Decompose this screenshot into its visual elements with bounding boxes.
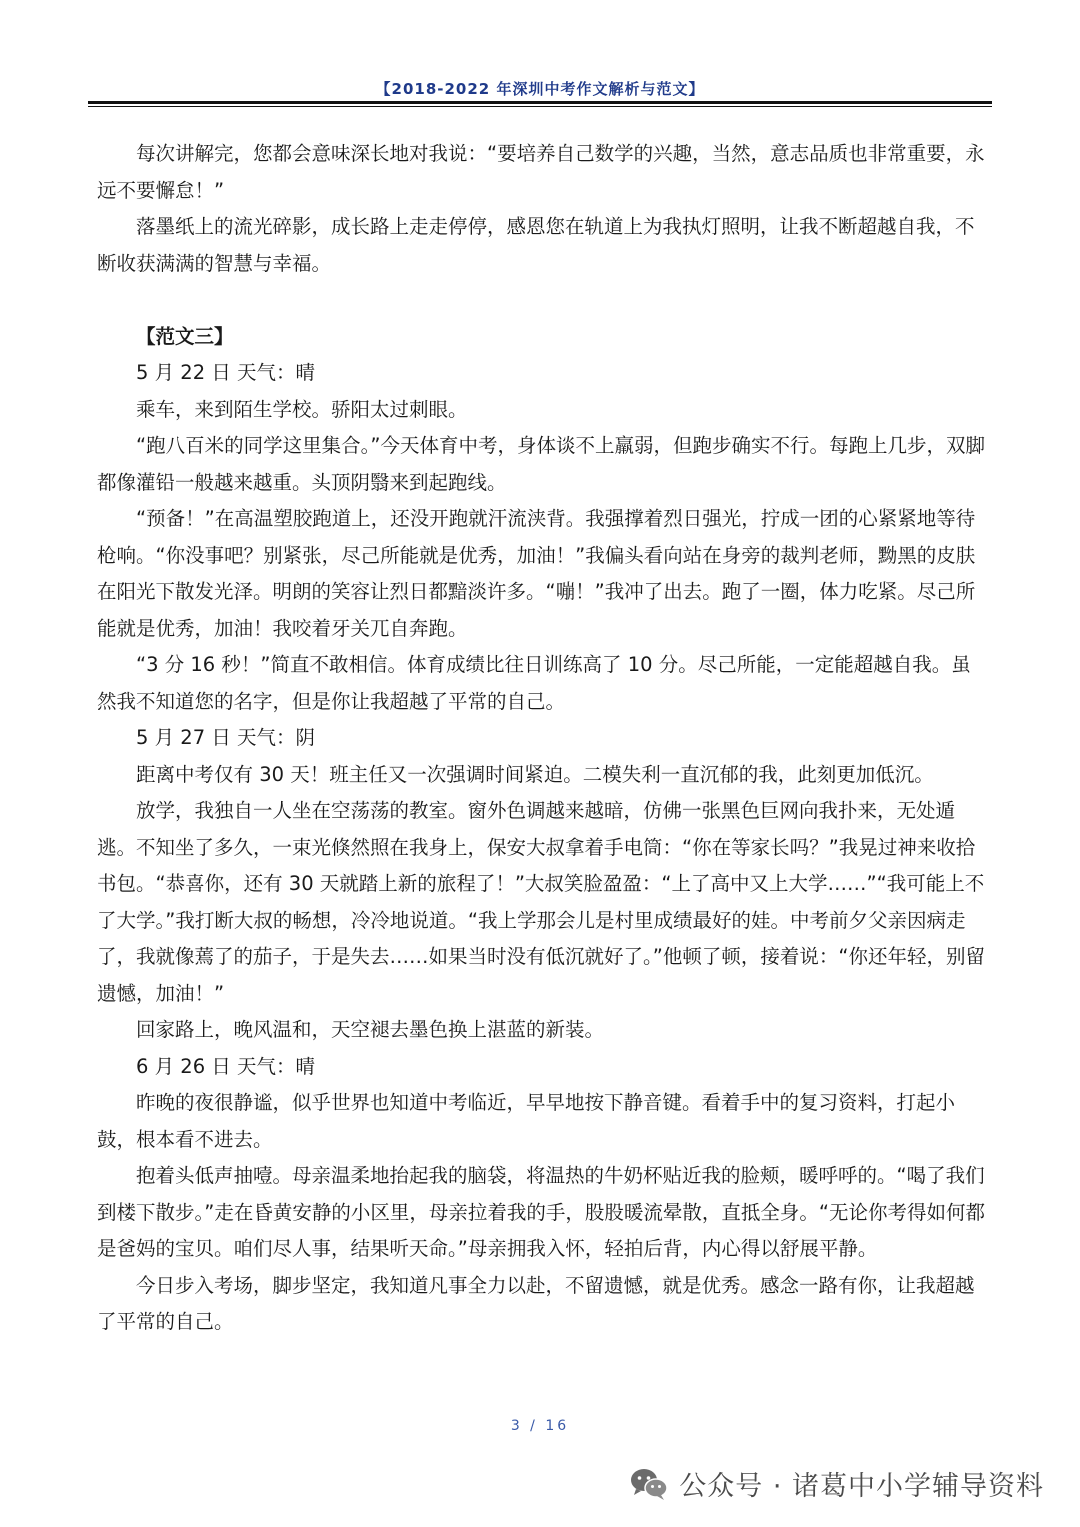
paragraph: 今日步入考场，脚步坚定，我知道凡事全力以赴，不留遗憾，就是优秀。感念一路有你，让我超越了平常的自己。 — [97, 1273, 975, 1333]
diary-date: 5 月 22 日 天气：晴 — [136, 361, 316, 384]
paragraph: “3 分 16 秒！”简直不敢相信。体育成绩比往日训练高了 10 分。尽己所能，一定能超越自我。虽然我不知道您的名字，但是你让我超越了平常的自己。 — [97, 653, 971, 713]
section-title: 【范文三】 — [136, 324, 234, 348]
paragraph: 距离中考仅有 30 天！班主任又一次强调时间紧迫。二模失利一直沉郁的我，此刻更加低沉。 — [136, 762, 934, 786]
paragraph: 回家路上，晚风温和，天空褪去墨色换上湛蓝的新装。 — [136, 1018, 605, 1041]
paragraph: 乘车，来到陌生学校。骄阳太过刺眼。 — [136, 397, 468, 421]
document-body — [97, 136, 985, 1341]
header-divider — [88, 101, 992, 104]
paragraph: 每次讲解完，您都会意味深长地对我说：“要培养自己数学的兴趣，当然，意志品质也非常重要，永远不要懈怠！” — [97, 142, 985, 202]
paragraph: “预备！”在高温塑胶跑道上，还没开跑就汗流浃背。我强撑着烈日强光，拧成一团的心紧紧地等待枪响。“你没事吧？别紧张，尽己所能就是优秀，加油！”我偏头看向站在身旁的裁判老师，黝黑的皮肤在阳光下散发光泽。明朗的笑容让烈日都黯淡许多。“嘣！”我冲了出去。跑了一圈，体力吃紧。尽己所能就是优秀，加油！我咬着牙关兀自奔跑。 — [97, 507, 976, 640]
paragraph: 落墨纸上的流光碎影，成长路上走走停停，感恩您在轨道上为我执灯照明，让我不断超越自我，不断收获满满的智慧与幸福。 — [97, 215, 975, 275]
diary-date: 5 月 27 日 天气：阴 — [136, 726, 316, 749]
blank-line — [97, 282, 985, 319]
wechat-icon — [629, 1467, 669, 1501]
watermark — [629, 1464, 1044, 1503]
document-header-title: 【2018-2022 年深圳中考作文解析与范文】 — [375, 80, 705, 98]
header-divider-thin — [88, 106, 992, 107]
watermark-text: 公众号 · 诸葛中小学辅导资料 — [679, 1471, 1044, 1502]
paragraph: 抱着头低声抽噎。母亲温柔地抬起我的脑袋，将温热的牛奶杯贴近我的脸颊，暖呼呼的。“喝了我们到楼下散步。”走在昏黄安静的小区里，母亲拉着我的手，股股暖流晕散，直抵全身。“无论你考得如何都是爸妈的宝贝。咱们尽人事，结果听天命。”母亲拥我入怀，轻拍后背，内心得以舒展平静。 — [97, 1164, 985, 1260]
paragraph: “跑八百米的同学这里集合。”今天体育中考，身体谈不上羸弱，但跑步确实不行。每跑上几步，双脚都像灌铅一般越来越重。头顶阴翳来到起跑线。 — [97, 434, 985, 494]
diary-date: 6 月 26 日 天气：晴 — [136, 1054, 316, 1078]
page-number: 3 / 16 — [510, 1418, 570, 1434]
paragraph: 昨晚的夜很静谧，似乎世界也知道中考临近，早早地按下静音键。看着手中的复习资料，打起小鼓，根本看不进去。 — [97, 1091, 956, 1151]
paragraph: 放学，我独自一人坐在空荡荡的教室。窗外色调越来越暗，仿佛一张黑色巨网向我扑来，无处遁逃。不知坐了多久，一束光倏然照在我身上，保安大叔拿着手电筒：“你在等家长吗？”我晃过神来收拾书包。“恭喜你，还有 30 天就踏上新的旅程了！”大叔笑脸盈盈：“上了高中又上大学……”“我可能上不了大学。”我打断大叔的畅想，冷冷地说道。“我上学那会儿是村里成绩最好的娃。中考前夕父亲因病走了，我就像蔫了的茄子，于是失去……如果当时没有低沉就好了。”他顿了顿，接着说：“你还年轻，别留遗憾，加油！” — [97, 799, 985, 1005]
